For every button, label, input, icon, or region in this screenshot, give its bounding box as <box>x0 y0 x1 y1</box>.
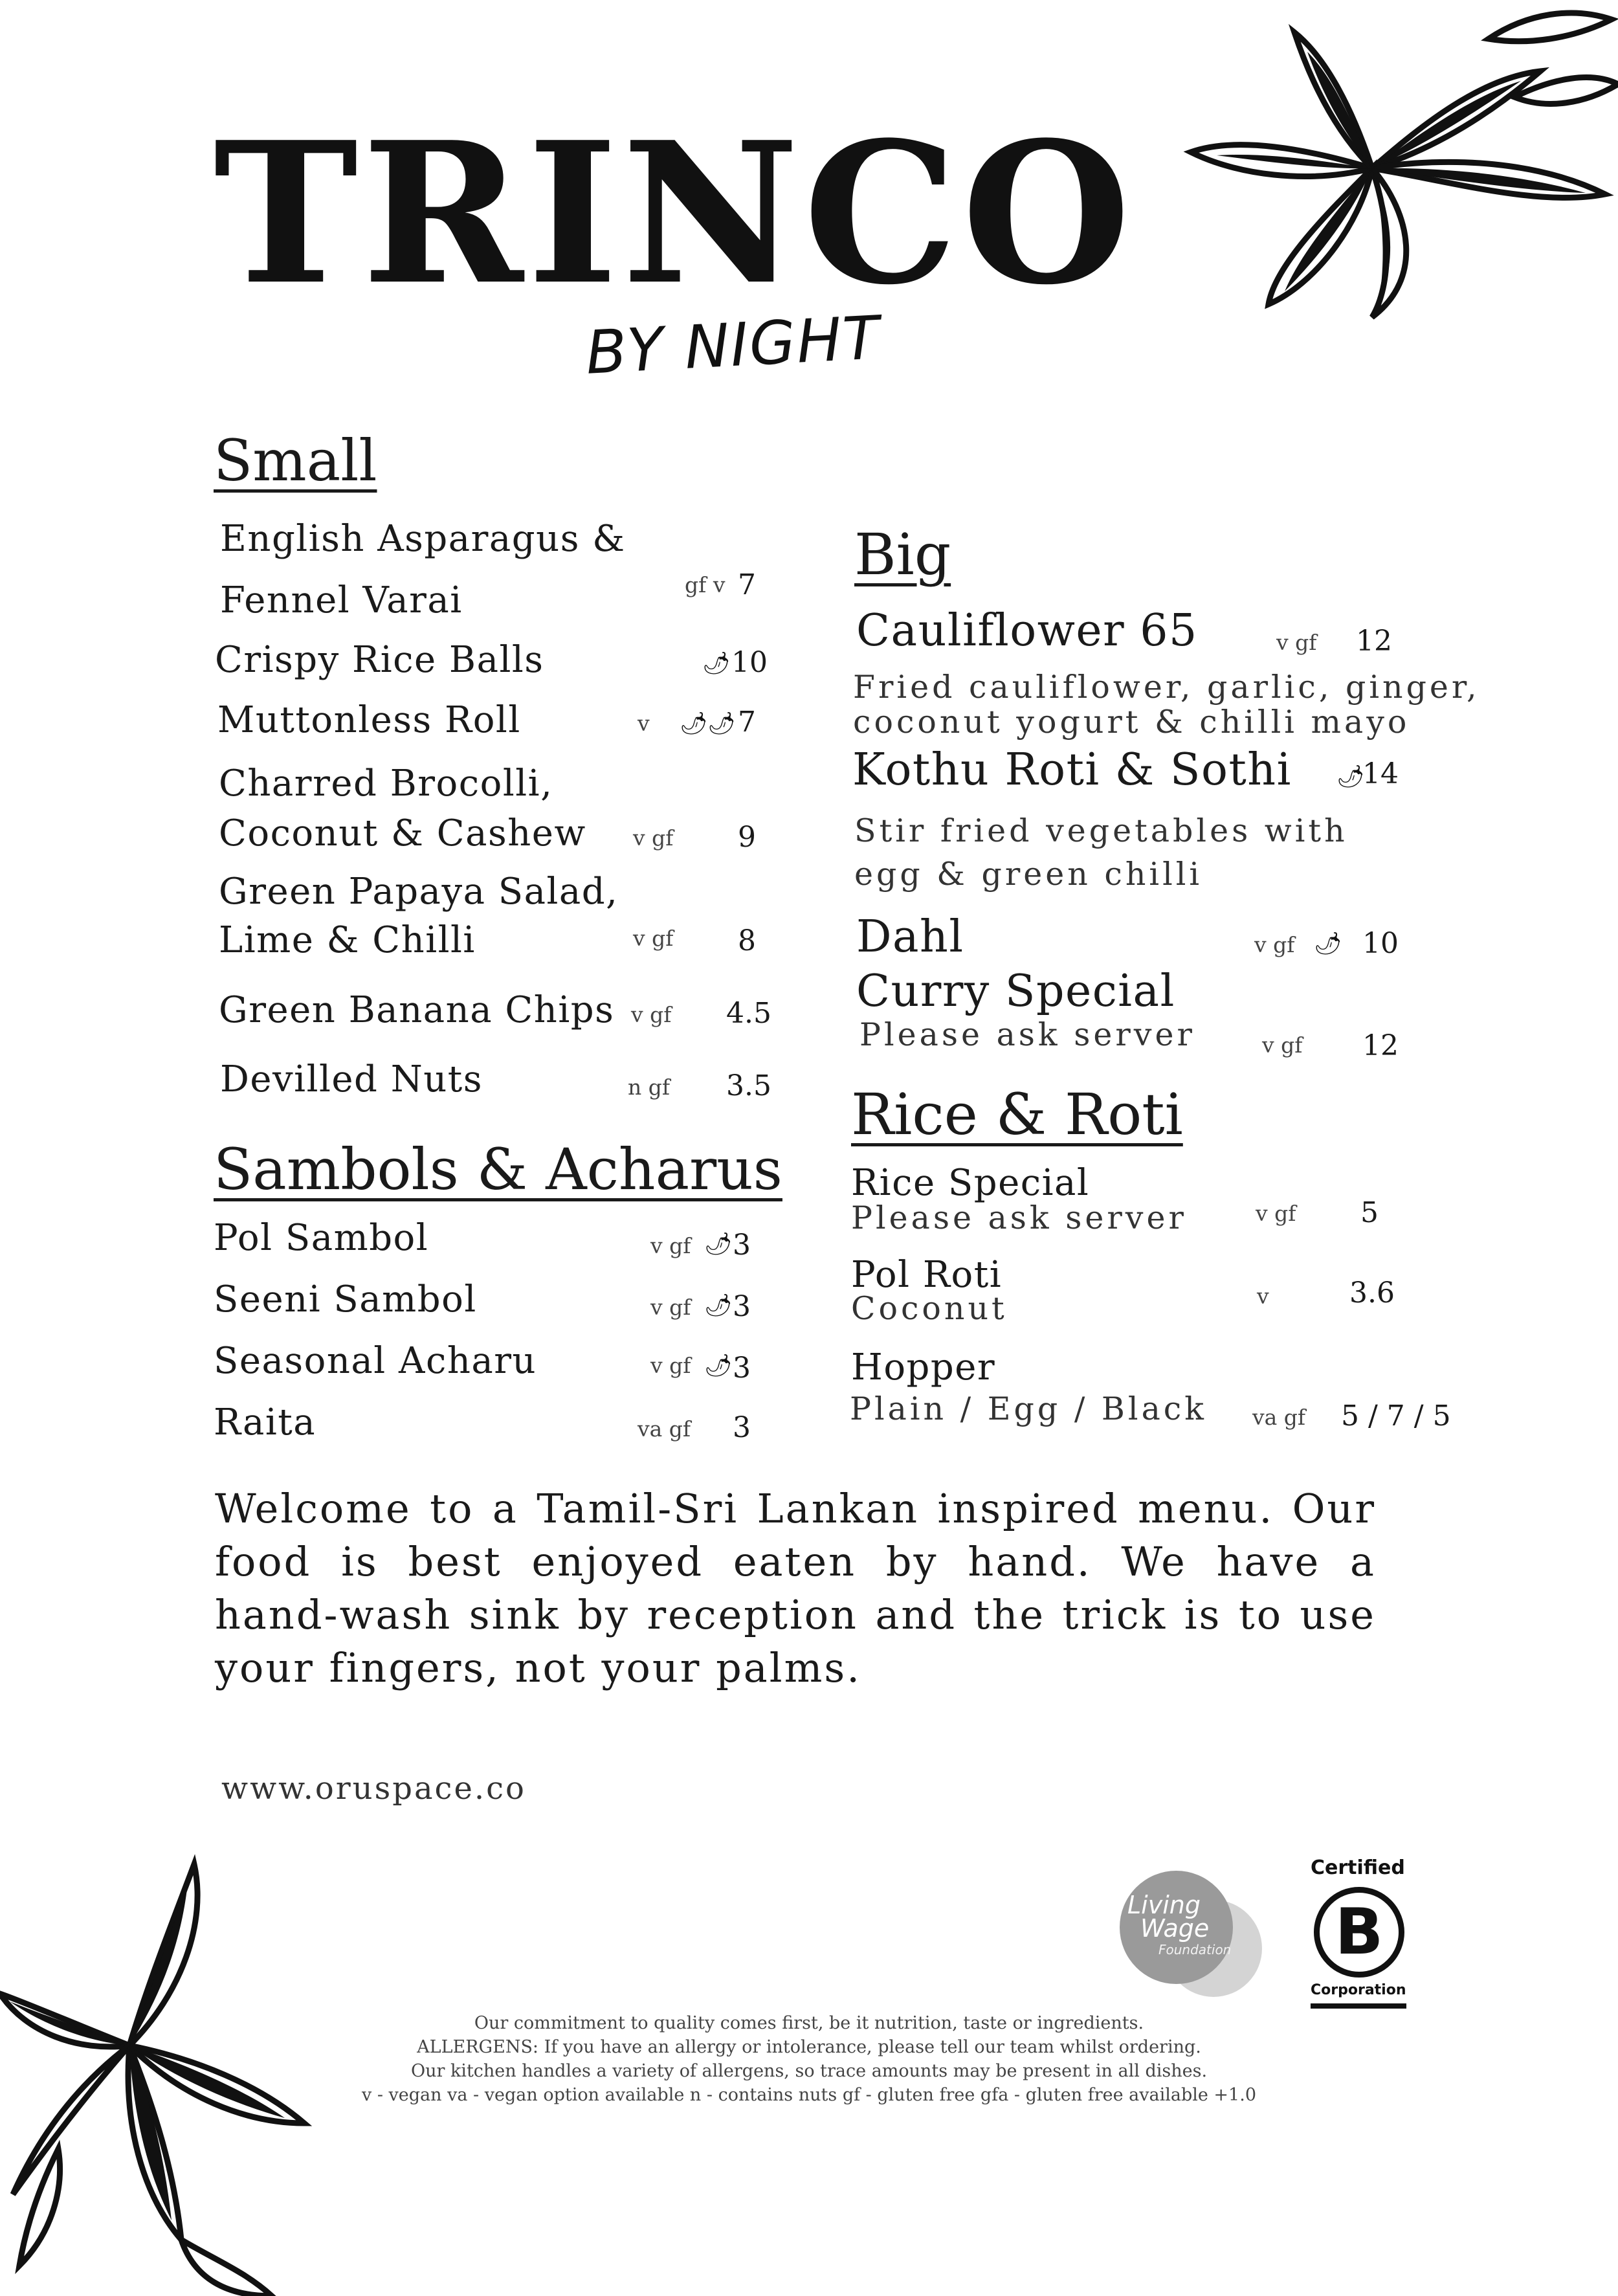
dietary-tags: n gf <box>628 1075 670 1100</box>
living-wage-foundation-text: Foundation <box>1158 1942 1232 1957</box>
menu-item-name: Pol Sambol <box>214 1217 429 1259</box>
menu-item-price: 12 <box>1362 1029 1399 1062</box>
living-wage-text <box>1127 1891 1210 1943</box>
menu-item-description: Coconut <box>851 1290 1008 1327</box>
welcome-paragraph: Welcome to a Tamil-Sri Lankan inspired menu. Our food is best enjoyed eaten by hand. We have a hand-wash sink by reception and the trick is to use your fingers, not your palms. <box>215 1485 1376 1691</box>
menu-item-price: 10 <box>1362 927 1399 960</box>
menu-item-name: Seeni Sambol <box>214 1278 477 1321</box>
dietary-tags: v gf <box>650 1233 691 1258</box>
chilli-icon: 🌶🌶 <box>680 711 736 737</box>
dietary-tags: v gf <box>650 1295 691 1320</box>
menu-item-description: Plain / Egg / Black <box>850 1390 1207 1427</box>
dietary-tags: v gf <box>1262 1032 1303 1058</box>
footer-line: ALLERGENS: If you have an allergy or intolerance, please tell our team whilst ordering. <box>417 2037 1201 2057</box>
menu-item-name: Rice Special <box>851 1162 1090 1204</box>
section-heading-sambols: Sambols & Acharus <box>214 1136 782 1203</box>
menu-item-price: 3 <box>733 1290 751 1323</box>
menu-item-description: Please ask server <box>851 1199 1187 1236</box>
menu-item-name: English Asparagus & <box>220 518 626 560</box>
menu-item-name: Devilled Nuts <box>220 1058 483 1100</box>
footer-line: Our kitchen handles a variety of allergens, so trace amounts may be present in all dishes. <box>410 2061 1208 2081</box>
footer-line: Our commitment to quality comes first, be it nutrition, taste or ingredients. <box>474 2013 1144 2033</box>
menu-item-name: Seasonal Acharu <box>214 1340 537 1382</box>
menu-item-price: 3.6 <box>1349 1276 1395 1310</box>
menu-item-price: 8 <box>738 924 756 957</box>
chilli-icon: 🌶 <box>704 1353 733 1379</box>
living-wage-line: Wage <box>1140 1914 1210 1943</box>
menu-item-description: Fried cauliflower, garlic, ginger, <box>853 669 1480 706</box>
flower-illustration-top <box>1178 0 1618 324</box>
bcorp-underline <box>1311 2003 1406 2009</box>
menu-item-price: 7 <box>738 706 756 739</box>
dietary-tags: v gf <box>1276 630 1317 655</box>
menu-item-price: 5 <box>1360 1196 1379 1229</box>
menu-item-description: Stir fried vegetables with <box>854 812 1348 849</box>
chilli-icon: 🌶 <box>702 651 731 676</box>
menu-item-name: Fennel Varai <box>220 579 463 621</box>
menu-item-name: Lime & Chilli <box>219 919 476 961</box>
living-wage-line: Living <box>1127 1891 1201 1919</box>
menu-item-name: Pol Roti <box>851 1254 1003 1296</box>
menu-item-price: 12 <box>1356 625 1392 658</box>
menu-item-price: 5 / 7 / 5 <box>1341 1399 1451 1432</box>
menu-item-price: 14 <box>1362 757 1399 790</box>
menu-item-name: Green Banana Chips <box>219 989 615 1031</box>
menu-item-price: 3 <box>733 1229 751 1262</box>
menu-item-name: Coconut & Cashew <box>219 812 586 854</box>
menu-item-name: Dahl <box>856 911 964 963</box>
dietary-tags: v gf <box>650 1353 691 1378</box>
dietary-tags: gf v <box>685 572 726 597</box>
dietary-tags: v gf <box>633 825 674 851</box>
dietary-tags: v <box>1257 1284 1269 1309</box>
menu-item-name: Raita <box>214 1401 316 1443</box>
menu-item-description: egg & green chilli <box>854 856 1203 893</box>
dietary-tags: va gf <box>1252 1405 1306 1430</box>
dietary-tags: va gf <box>637 1416 691 1442</box>
dietary-tags: v <box>637 711 650 736</box>
menu-item-name: Curry Special <box>856 966 1175 1017</box>
brand-logo: TRINCO <box>214 99 1135 328</box>
bcorp-logo-letter: B <box>1335 1895 1384 1969</box>
section-heading-rice-roti: Rice & Roti <box>851 1081 1183 1148</box>
menu-item-description: Please ask server <box>859 1016 1195 1053</box>
menu-item-name: Crispy Rice Balls <box>215 639 544 681</box>
menu-item-name: Muttonless Roll <box>217 699 521 741</box>
menu-item-price: 10 <box>731 646 768 679</box>
chilli-icon: 🌶 <box>1336 764 1365 790</box>
footer-legend: v - vegan va - vegan option available n - contains nuts gf - gluten free gfa - gluten free available +1.0 <box>362 2085 1256 2105</box>
menu-item-name: Green Papaya Salad, <box>219 871 619 913</box>
menu-item-name: Charred Brocolli, <box>219 763 553 805</box>
dietary-tags: v gf <box>633 926 674 951</box>
menu-item-name: Cauliflower 65 <box>856 605 1198 656</box>
menu-item-price: 3 <box>733 1352 751 1385</box>
dietary-tags: v gf <box>1256 1201 1296 1226</box>
section-heading-small: Small <box>214 427 377 494</box>
chilli-icon: 🌶 <box>1314 931 1342 957</box>
dietary-tags: v gf <box>1254 932 1295 957</box>
chilli-icon: 🌶 <box>704 1231 733 1257</box>
menu-item-description: coconut yogurt & chilli mayo <box>853 704 1410 741</box>
bcorp-certified-label: Certified <box>1311 1856 1405 1879</box>
menu-item-price: 3 <box>733 1411 751 1444</box>
dietary-tags: v gf <box>631 1002 672 1027</box>
menu-item-price: 3.5 <box>726 1069 771 1102</box>
menu-item-price: 7 <box>738 568 756 601</box>
menu-item-price: 4.5 <box>726 997 771 1030</box>
menu-item-name: Hopper <box>851 1346 996 1388</box>
brand-tagline: BY NIGHT <box>584 303 883 388</box>
section-heading-big: Big <box>854 521 951 588</box>
website-link[interactable]: www.oruspace.co <box>221 1770 526 1807</box>
menu-item-price: 9 <box>738 821 756 854</box>
chilli-icon: 🌶 <box>704 1293 733 1319</box>
bcorp-corporation-label: Corporation <box>1311 1982 1406 1998</box>
menu-item-name: Kothu Roti & Sothi <box>852 744 1292 796</box>
